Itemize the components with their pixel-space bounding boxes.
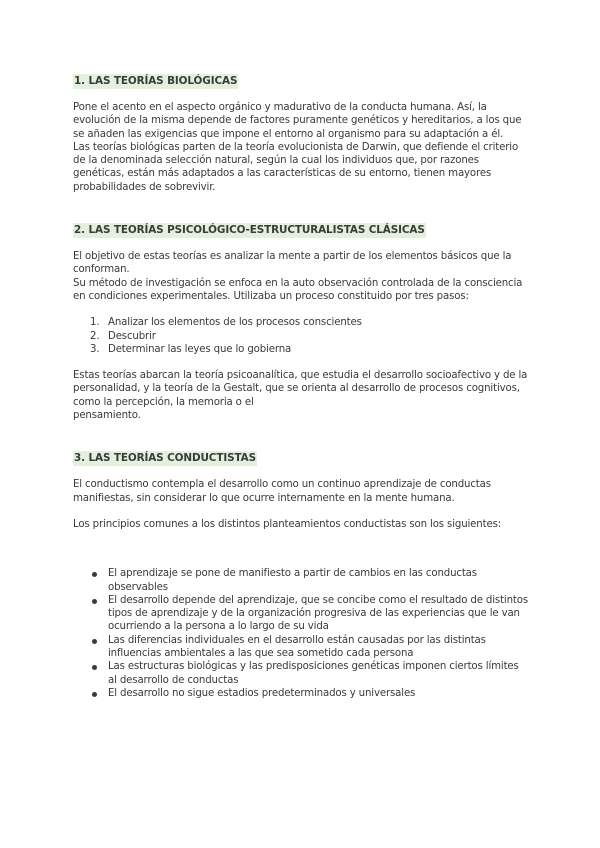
bullet-icon [92, 599, 97, 604]
list-number: 2. [90, 330, 100, 342]
list-item [73, 634, 528, 661]
list-item [73, 330, 528, 343]
list-item-text: Las diferencias individuales en el desarrollo están causadas por las distintas influencias ambientales a las que sea sometido cada persona [108, 634, 486, 660]
section-heading-biologicas: 1. LAS TEORÍAS BIOLÓGICAS [74, 75, 238, 87]
list-item-text: Las estructuras biológicas y las predisposiciones genéticas imponen ciertos límites al desarrollo de conductas [108, 661, 519, 686]
paragraph: Pone el acento en el aspecto orgánico y madurativo de la conducta humana. Así, la evolución de la misma depende de factores puramente genéticos y hereditarios, a los que se añaden las exigencias que impone el entorno al organismo para su adaptación a él. [73, 102, 522, 140]
list-item-text: El aprendizaje se pone de manifiesto a partir de cambios en las conductas observables [108, 568, 477, 593]
bullet-icon [92, 639, 97, 644]
list-item [73, 687, 528, 700]
paragraph: El conductismo contempla el desarrollo como un continuo aprendizaje de conductas manifiestas, sin considerar lo que ocurre internamente en la mente humana. [73, 479, 491, 504]
paragraph: Los principios comunes a los distintos planteamientos conductistas son los siguientes: [73, 518, 502, 530]
bullet-icon [92, 665, 97, 670]
section-heading-conductistas: 3. LAS TEORÍAS CONDUCTISTAS [74, 452, 256, 465]
list-number: 3. [90, 343, 100, 355]
list-item [73, 594, 528, 634]
paragraph: Estas teorías abarcan la teoría psicoanalítica, que estudia el desarrollo socioafectivo y de la personalidad, y la teoría de la Gestalt, que se orienta al desarrollo de procesos cognitivos, como la percepción, la memoria o el [73, 370, 528, 408]
section-heading-estructuralistas: 2. LAS TEORÍAS PSICOLÓGICO-ESTRUCTURALISTAS CLÁSICAS [74, 224, 425, 237]
steps-list [73, 316, 528, 356]
list-item [73, 343, 528, 356]
list-item-text: El desarrollo depende del aprendizaje, que se concibe como el resultado de distintos tipos de aprendizaje y de la organización progresiva de las experiencias que le van ocurriendo a la persona a lo largo de su vida [108, 594, 528, 633]
list-item-text: Determinar las leyes que lo gobierna [108, 343, 292, 355]
list-item-text: Descubrir [108, 330, 156, 342]
bullet-icon [92, 572, 97, 577]
principles-list [73, 567, 528, 700]
list-item-text: El desarrollo no sigue estadios predeterminados y universales [108, 687, 416, 699]
paragraph: pensamiento. [73, 410, 141, 422]
bullet-icon [92, 692, 97, 697]
list-number: 1. [90, 317, 100, 329]
document-content [73, 69, 528, 700]
list-item [73, 316, 528, 329]
paragraph: Las teorías biológicas parten de la teoría evolucionista de Darwin, que defiende el criterio de la denominada selección natural, según la cual los individuos que, por razones genéticas, están más adaptados a las características de su entorno, tienen mayores probabilidades de sobrevivir. [73, 141, 519, 193]
paragraph: El objetivo de estas teorías es analizar la mente a partir de los elementos básicos que la conforman. [73, 251, 512, 276]
list-item [73, 567, 528, 594]
paragraph: Su método de investigación se enfoca en la auto observación controlada de la consciencia en condiciones experimentales. Utilizaba un proceso constituido por tres pasos: [73, 277, 523, 302]
list-item [73, 660, 528, 687]
list-item-text: Analizar los elementos de los procesos conscientes [108, 317, 362, 329]
